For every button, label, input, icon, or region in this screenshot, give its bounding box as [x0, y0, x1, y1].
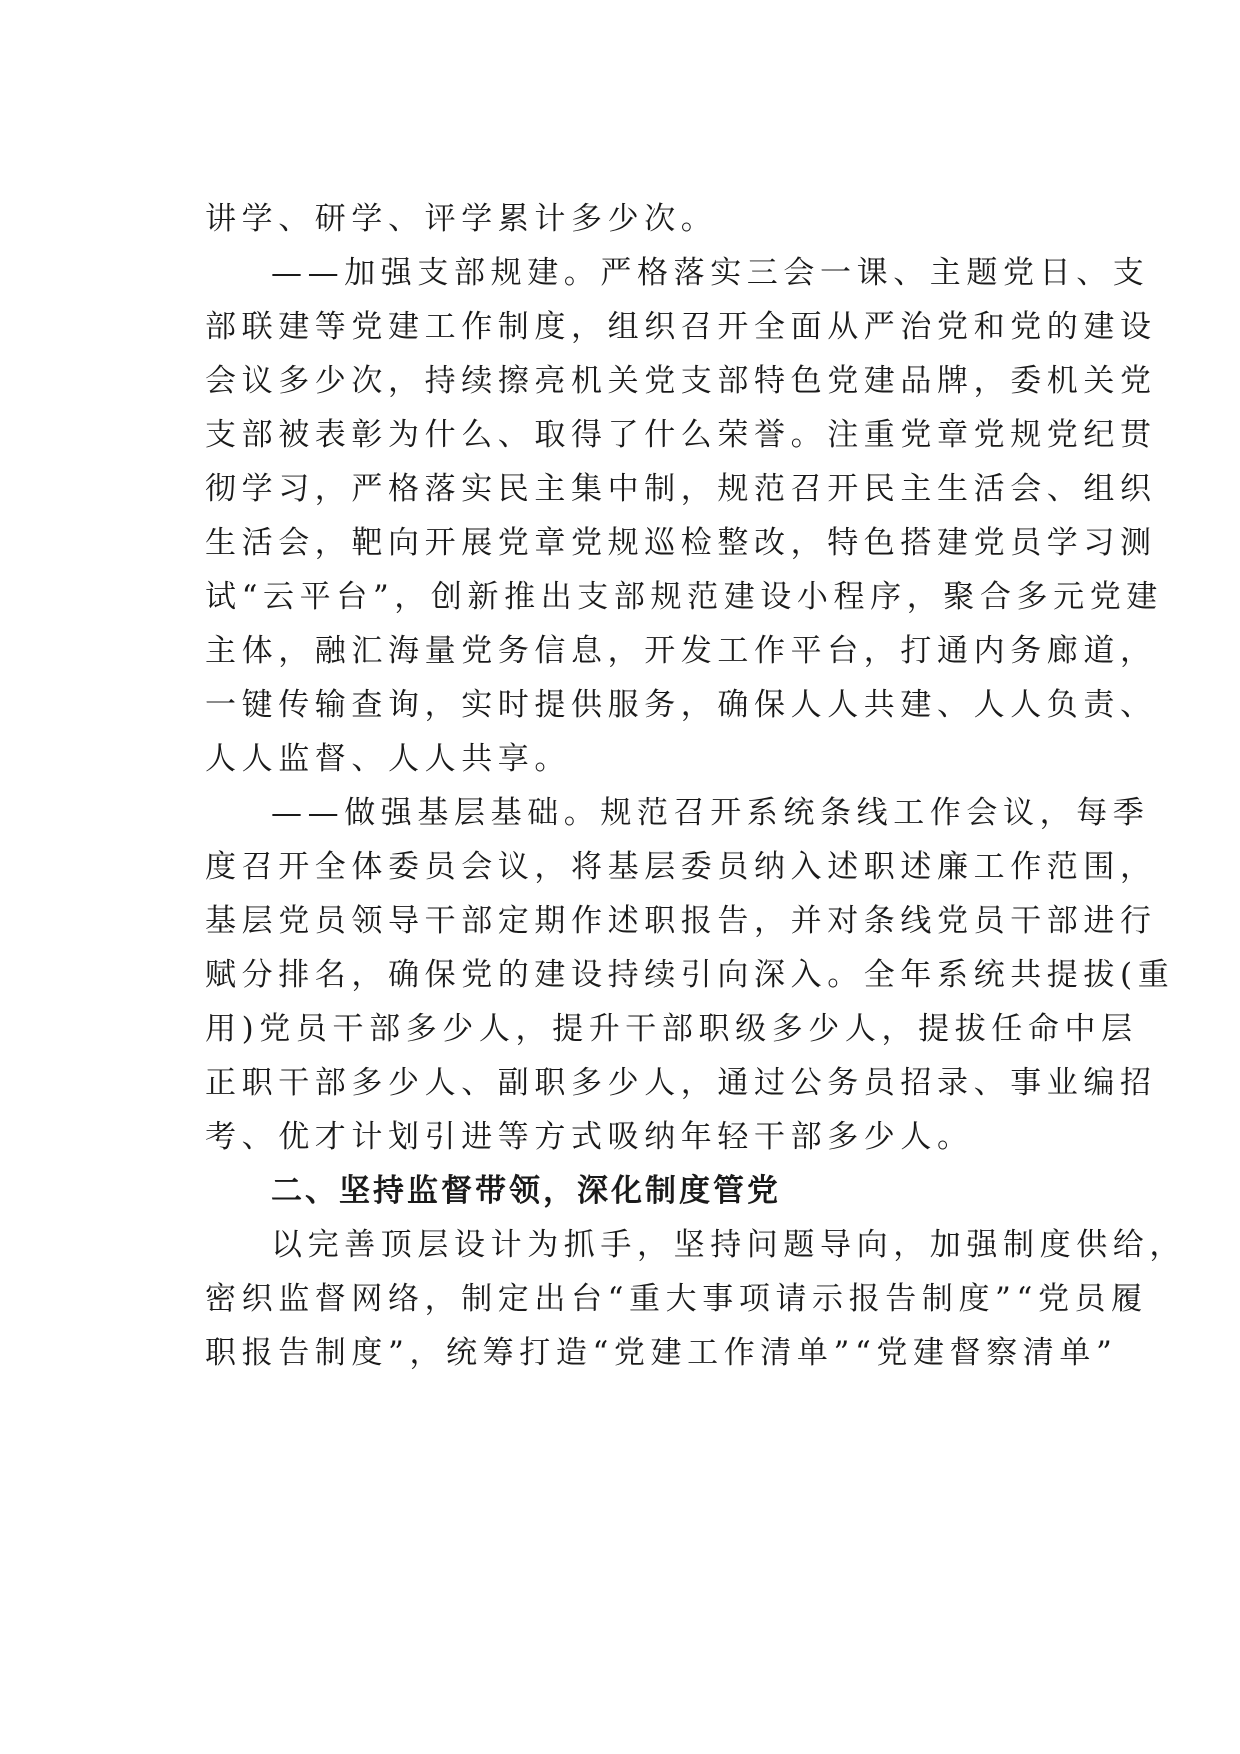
paragraph-line: 密织监督网络，制定出台“重大事项请示报告制度”“党员履: [205, 1281, 1148, 1317]
paragraph-line: 用)党员干部多少人，提升干部职级多少人，提拔任命中层: [205, 1011, 1138, 1047]
paragraph-line: 支部被表彰为什么、取得了什么荣誉。注重党章党规党纪贯: [205, 417, 1157, 453]
paragraph-line: ——做强基层基础。规范召开系统条线工作会议，每季: [271, 795, 1150, 831]
paragraph-line: 部联建等党建工作制度，组织召开全面从严治党和党的建设: [205, 309, 1157, 345]
paragraph-line: 度召开全体委员会议，将基层委员纳入述职述廉工作范围，: [205, 849, 1157, 885]
paragraph-line: 职报告制度”，统筹打造“党建工作清单”“党建督察清单”: [205, 1335, 1118, 1371]
paragraph-line: 主体，融汇海量党务信息，开发工作平台，打通内务廊道，: [205, 633, 1157, 669]
section-heading: 二、坚持监督带领，深化制度管党: [271, 1173, 781, 1209]
paragraph-line: 以完善顶层设计为抓手，坚持问题导向，加强制度供给，: [271, 1227, 1186, 1263]
paragraph-line: 彻学习，严格落实民主集中制，规范召开民主生活会、组织: [205, 471, 1157, 507]
paragraph-line: 基层党员领导干部定期作述职报告，并对条线党员干部进行: [205, 903, 1157, 939]
paragraph-line: ——加强支部规建。严格落实三会一课、主题党日、支: [271, 255, 1150, 291]
paragraph-line: 一键传输查询，实时提供服务，确保人人共建、人人负责、: [205, 687, 1157, 723]
paragraph-line: 生活会，靶向开展党章党规巡检整改，特色搭建党员学习测: [205, 525, 1157, 561]
paragraph-line: 试“云平台”，创新推出支部规范建设小程序，聚合多元党建: [205, 579, 1163, 615]
document-body: [205, 192, 1186, 1380]
paragraph-line: 会议多少次，持续擦亮机关党支部特色党建品牌，委机关党: [205, 363, 1157, 399]
paragraph-line: 考、优才计划引进等方式吸纳年轻干部多少人。: [205, 1119, 974, 1155]
paragraph-line: 赋分排名，确保党的建设持续引向深入。全年系统共提拔(重: [205, 957, 1175, 993]
paragraph-line: 正职干部多少人、副职多少人，通过公务员招录、事业编招: [205, 1065, 1157, 1101]
paragraph-line: 人人监督、人人共享。: [205, 741, 571, 777]
paragraph-line: 讲学、研学、评学累计多少次。: [205, 201, 718, 237]
